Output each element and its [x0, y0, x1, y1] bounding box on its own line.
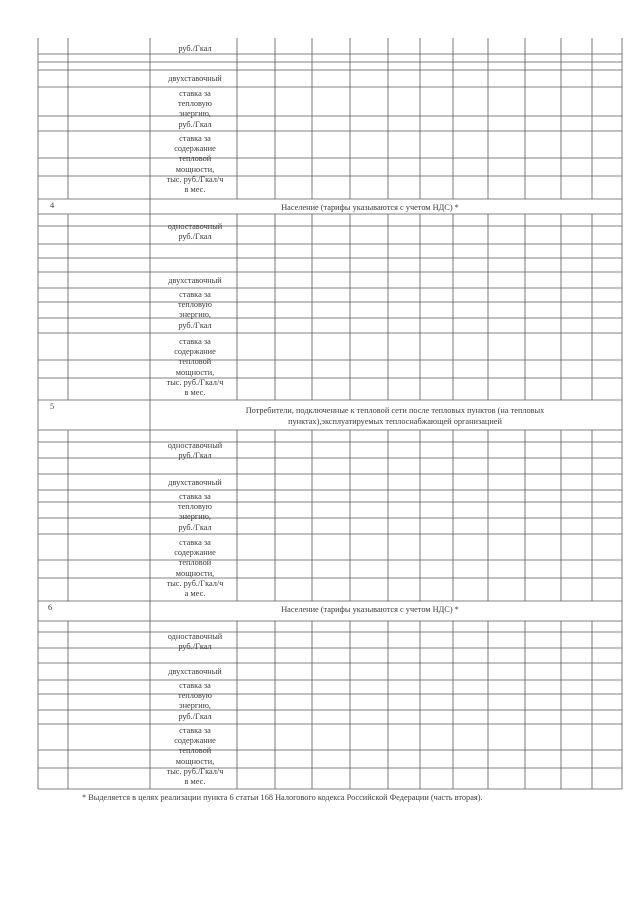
capacity-rate-label: ставка за содержание тепловой мощности, тыс. руб./Гкал/ч в мес.	[166, 134, 224, 195]
section-number: 5	[50, 402, 55, 411]
two-part-tariff-label: двухставочный	[168, 478, 222, 487]
capacity-rate-label: ставка за содержание тепловой мощности, тыс. руб./Гкал/ч в мес.	[166, 726, 224, 787]
section-number: 4	[50, 201, 55, 210]
section-number: 6	[48, 603, 53, 612]
energy-rate-label: ставка за тепловую энергию, руб./Гкал	[177, 681, 213, 721]
one-part-tariff-label: одноставочный руб./Гкал	[167, 632, 223, 652]
section-title: Население (тарифы указываются с учетом НДС) *	[281, 203, 459, 212]
section-title: Население (тарифы указываются с учетом НДС) *	[281, 605, 459, 614]
tariff-unit-label: руб./Гкал	[178, 44, 212, 53]
energy-rate-label: ставка за тепловую энергию, руб./Гкал	[177, 89, 213, 129]
capacity-rate-label: ставка за содержание тепловой мощности, тыс. руб./Гкал/ч в мес.	[166, 337, 224, 398]
energy-rate-label: ставка за тепловую энергию, руб./Гкал	[177, 492, 213, 532]
two-part-tariff-label: двухставочный	[168, 276, 222, 285]
footnote: * Выделяется в целях реализации пункта 6 статьи 168 Налогового кодекса Российской Федерации (часть вторая).	[82, 793, 483, 802]
two-part-tariff-label: двухставочный	[168, 74, 222, 83]
one-part-tariff-label: одноставочный руб./Гкал	[167, 441, 223, 461]
two-part-tariff-label: двухставочный	[168, 667, 222, 676]
energy-rate-label: ставка за тепловую энергию, руб./Гкал	[177, 290, 213, 330]
one-part-tariff-label: одноставочный руб./Гкал	[167, 222, 223, 242]
section-title: Потребители, подключенные к тепловой сети после тепловых пунктов (на тепловых пунктах),эксплуатируемых теплоснабжающей организацией	[245, 406, 545, 426]
capacity-rate-label: ставка за содержание тепловой мощности, тыс. руб./Гкал/ч а мес.	[166, 538, 224, 599]
